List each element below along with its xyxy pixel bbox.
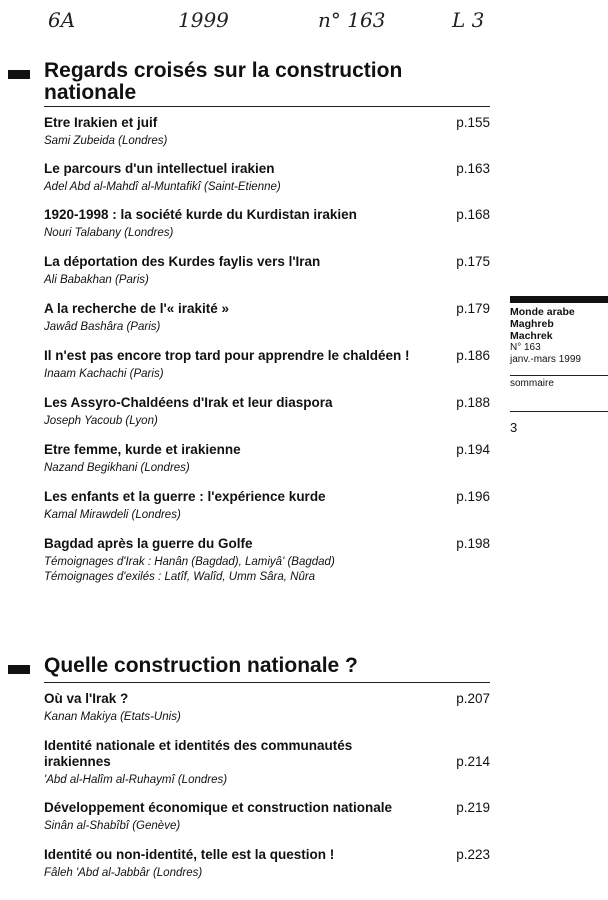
handwritten-year: 1999	[178, 8, 229, 32]
entry-title: 1920-1998 : la société kurde du Kurdistan irakien	[44, 207, 357, 222]
section-bullet-icon	[8, 70, 30, 79]
entry-page: p.175	[456, 254, 490, 269]
entry-title: Identité nationale et identités des communautés irakiennes	[44, 738, 353, 769]
journal-name-line: Monde arabe	[510, 306, 575, 318]
entry-title: Bagdad après la guerre du Golfe	[44, 536, 253, 551]
entry-author: Jawâd Bashâra (Paris)	[44, 321, 161, 333]
entry-author: Kanan Makiya (Etats-Unis)	[44, 711, 181, 723]
section-rule	[44, 106, 490, 107]
entry-page: p.207	[456, 691, 490, 706]
handwritten-number: n° 163	[318, 8, 386, 32]
toc-entry[interactable]	[44, 847, 490, 881]
entry-author: Témoignages d'Irak : Hanân (Bagdad), Lamiyâ' (Bagdad)	[44, 556, 335, 568]
entry-page: p.188	[456, 395, 490, 410]
sidebar-rule	[510, 375, 608, 376]
toc-entry[interactable]	[44, 691, 490, 725]
entry-page: p.196	[456, 489, 490, 504]
entry-title: Les enfants et la guerre : l'expérience kurde	[44, 489, 326, 504]
toc-entry[interactable]	[44, 254, 490, 288]
handwritten-volume: 6A	[48, 8, 76, 32]
entry-author: Témoignages d'exilés : Latîf, Walîd, Umm Sâra, Nûra	[44, 571, 316, 583]
toc-entry[interactable]	[44, 301, 490, 335]
entry-page: p.219	[456, 800, 490, 815]
entry-page: p.198	[456, 536, 490, 551]
toc-entry[interactable]	[44, 489, 490, 523]
entry-title: Etre Irakien et juif	[44, 115, 158, 130]
entry-page: p.155	[456, 115, 490, 130]
sidebar-rule	[510, 411, 608, 412]
entry-author: 'Abd al-Halîm al-Ruhaymî (Londres)	[44, 774, 228, 786]
entry-page: p.214	[456, 754, 490, 769]
section-title: Quelle construction nationale ?	[44, 654, 358, 677]
entry-author: Sami Zubeida (Londres)	[44, 135, 168, 147]
section-title: Regards croisés sur la construction nationale	[44, 59, 403, 104]
entry-title: A la recherche de l'« irakité »	[44, 301, 230, 316]
entry-author: Kamal Mirawdeli (Londres)	[44, 509, 181, 521]
toc-entry[interactable]	[44, 161, 490, 195]
toc-entry[interactable]	[44, 348, 490, 382]
entry-page: p.186	[456, 348, 490, 363]
entry-author: Nouri Talabany (Londres)	[44, 227, 174, 239]
entry-title: La déportation des Kurdes faylis vers l'Iran	[44, 254, 321, 269]
entry-title: Le parcours d'un intellectuel irakien	[44, 161, 275, 176]
entry-title: Il n'est pas encore trop tard pour apprendre le chaldéen !	[44, 348, 410, 363]
entry-page: p.179	[456, 301, 490, 316]
handwritten-ref: L 3	[452, 8, 485, 32]
entry-author: Fâleh 'Abd al-Jabbâr (Londres)	[44, 867, 203, 879]
entry-author: Inaam Kachachi (Paris)	[44, 368, 164, 380]
toc-entry[interactable]	[44, 536, 490, 585]
entry-page: p.194	[456, 442, 490, 457]
entry-title: Développement économique et construction nationale	[44, 800, 393, 815]
entry-title: Identité ou non-identité, telle est la question !	[44, 847, 335, 862]
journal-sidebar	[510, 296, 608, 435]
entry-title: Où va l'Irak ?	[44, 691, 129, 706]
issue-number: N° 163	[510, 342, 541, 353]
entry-title: Etre femme, kurde et irakienne	[44, 442, 241, 457]
page-number: 3	[510, 420, 518, 435]
entry-author: Sinân al-Shabîbî (Genève)	[44, 820, 181, 832]
journal-name-line: Maghreb	[510, 318, 554, 330]
entry-author: Joseph Yacoub (Lyon)	[44, 415, 158, 427]
entry-author: Ali Babakhan (Paris)	[44, 274, 149, 286]
entry-author: Nazand Begikhani (Londres)	[44, 462, 190, 474]
toc-entry[interactable]	[44, 442, 490, 476]
entry-page: p.223	[456, 847, 490, 862]
sidebar-bar	[510, 296, 608, 303]
toc-entry[interactable]	[44, 395, 490, 429]
entry-title: Les Assyro-Chaldéens d'Irak et leur diaspora	[44, 395, 333, 410]
toc-entry[interactable]	[44, 115, 490, 149]
issue-date: janv.-mars 1999	[510, 354, 581, 365]
sidebar-label: sommaire	[510, 378, 554, 389]
entry-page: p.168	[456, 207, 490, 222]
toc-entry[interactable]	[44, 207, 490, 241]
toc-entry[interactable]	[44, 800, 490, 834]
journal-name-line: Machrek	[510, 330, 553, 342]
section-bullet-icon	[8, 665, 30, 674]
entry-author: Adel Abd al-Mahdî al-Muntafikî (Saint-Etienne)	[44, 181, 281, 193]
toc-entry[interactable]	[44, 738, 490, 788]
section-header-1	[8, 60, 464, 104]
section-header-2	[8, 655, 464, 677]
entry-page: p.163	[456, 161, 490, 176]
section-rule	[44, 682, 490, 683]
